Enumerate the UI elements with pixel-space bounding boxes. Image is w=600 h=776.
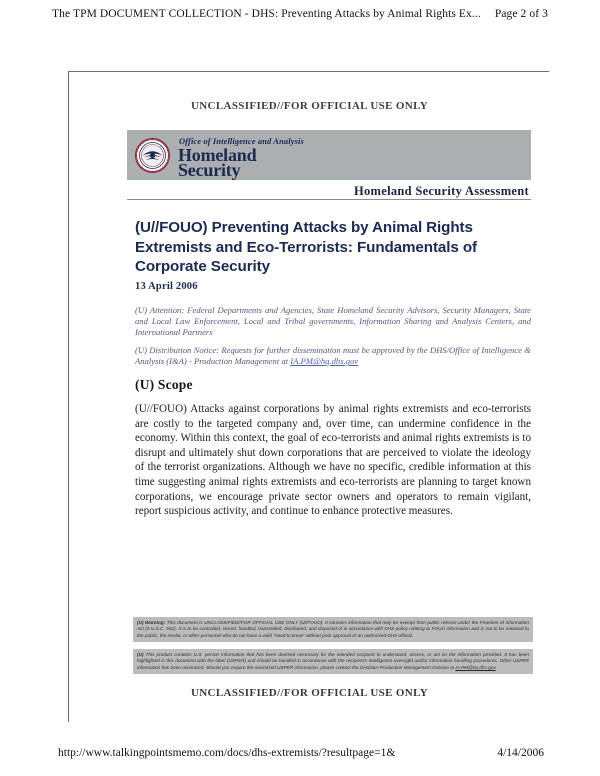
office-of-intelligence-label: Office of Intelligence and Analysis <box>179 136 304 146</box>
distribution-notice <box>135 345 531 367</box>
dhs-seal-icon <box>135 138 170 173</box>
distribution-email-link[interactable]: IA.PM@hq.dhs.gov <box>290 356 359 367</box>
warning-block-usper <box>133 649 533 674</box>
homeland-wordmark: Homeland <box>178 145 257 165</box>
document-date: 13 April 2006 <box>135 281 198 292</box>
security-wordmark: Security <box>178 160 241 180</box>
assessment-label: Homeland Security Assessment <box>353 184 529 198</box>
classification-banner-bottom: UNCLASSIFIED//FOR OFFICIAL USE ONLY <box>190 687 429 699</box>
scanned-document-page <box>68 71 549 722</box>
warning-label: (U) Warning: <box>137 620 166 625</box>
document-title: (U//FOUO) Preventing Attacks by Animal Rights Extremists and Eco-Terrorists: Fundamentals of Corporate Security <box>135 219 477 275</box>
distribution-notice-text: (U) Distribution Notice: Requests for further dissemination must be approved by the DHS/Office of Intelligence & Analysis (I&A) - Production Management at <box>135 345 531 367</box>
print-header-title: The TPM DOCUMENT COLLECTION - DHS: Preventing Attacks by Animal Rights Ex... <box>52 8 481 20</box>
usper-email-link[interactable]: IA.PM@hq.dhs.gov <box>455 664 496 670</box>
print-footer-url: http://www.talkingpointsmemo.com/docs/dhs-extremists/?resultpage=1& <box>58 747 396 759</box>
print-header-page-number: Page 2 of 3 <box>494 8 548 20</box>
print-header <box>0 8 600 20</box>
print-footer <box>0 747 600 763</box>
usper-text: This product contains U.S. person information that has been deemed necessary for the intended recipient to understand, assess, or act on the information provided. It has been highlighted in this document with the label (USPER) and should be handled in accordance with the recipient's intelligence oversight and/or information handling procedures. Other USPER information has been minimized. Should you require the minimized USPER information, please contact the DHS/I&A Production Management Division at <box>137 652 529 670</box>
usper-label: (U) <box>137 652 144 657</box>
attention-note: (U) Attention: Federal Departments and Agencies, State Homeland Security Advisors, Security Managers, State and Local Law Enforcement, Local and Tribal governments, Information Sharing and Analysis Centers, and International Partners <box>135 305 531 338</box>
classification-banner-top: UNCLASSIFIED//FOR OFFICIAL USE ONLY <box>190 100 429 112</box>
warning-text: This document is UNCLASSIFIED//FOR OFFICIAL USE ONLY (U//FOUO). It contains information that may be exempt from public release under the Freedom of Information Act (5 U.S.C. 552). It is to be controlled, stored, handled, transmitted, distributed, and disposed of in accordance with DHS policy relating to FOUO information and is not to be released to the public, the media, or other personnel who do not have a valid "need to know" without prior approval of an authorized DHS official. <box>137 620 530 638</box>
warning-block-fouo <box>133 617 533 642</box>
assessment-label-row <box>127 182 531 200</box>
dhs-header-banner <box>127 130 531 180</box>
scope-paragraph: (U//FOUO) Attacks against corporations by animal rights extremists and eco-terrorists are costly to the targeted company and, over time, can undermine confidence in the economy. Within this context, the goal of eco-terrorists and animal rights extremists is to disrupt and ultimately shut down corporations that are perceived to violate the ideology of the terrorist organizations. Although we have no specific, credible information at this time suggesting animal rights extremists and eco-terrorists are planning to target known corporations, we encourage private sector owners and operators to remain vigilant, report suspicious activity, and continue to enhance protective measures. <box>135 403 531 518</box>
scope-heading: (U) Scope <box>135 377 193 392</box>
print-footer-date: 4/14/2006 <box>497 747 544 759</box>
